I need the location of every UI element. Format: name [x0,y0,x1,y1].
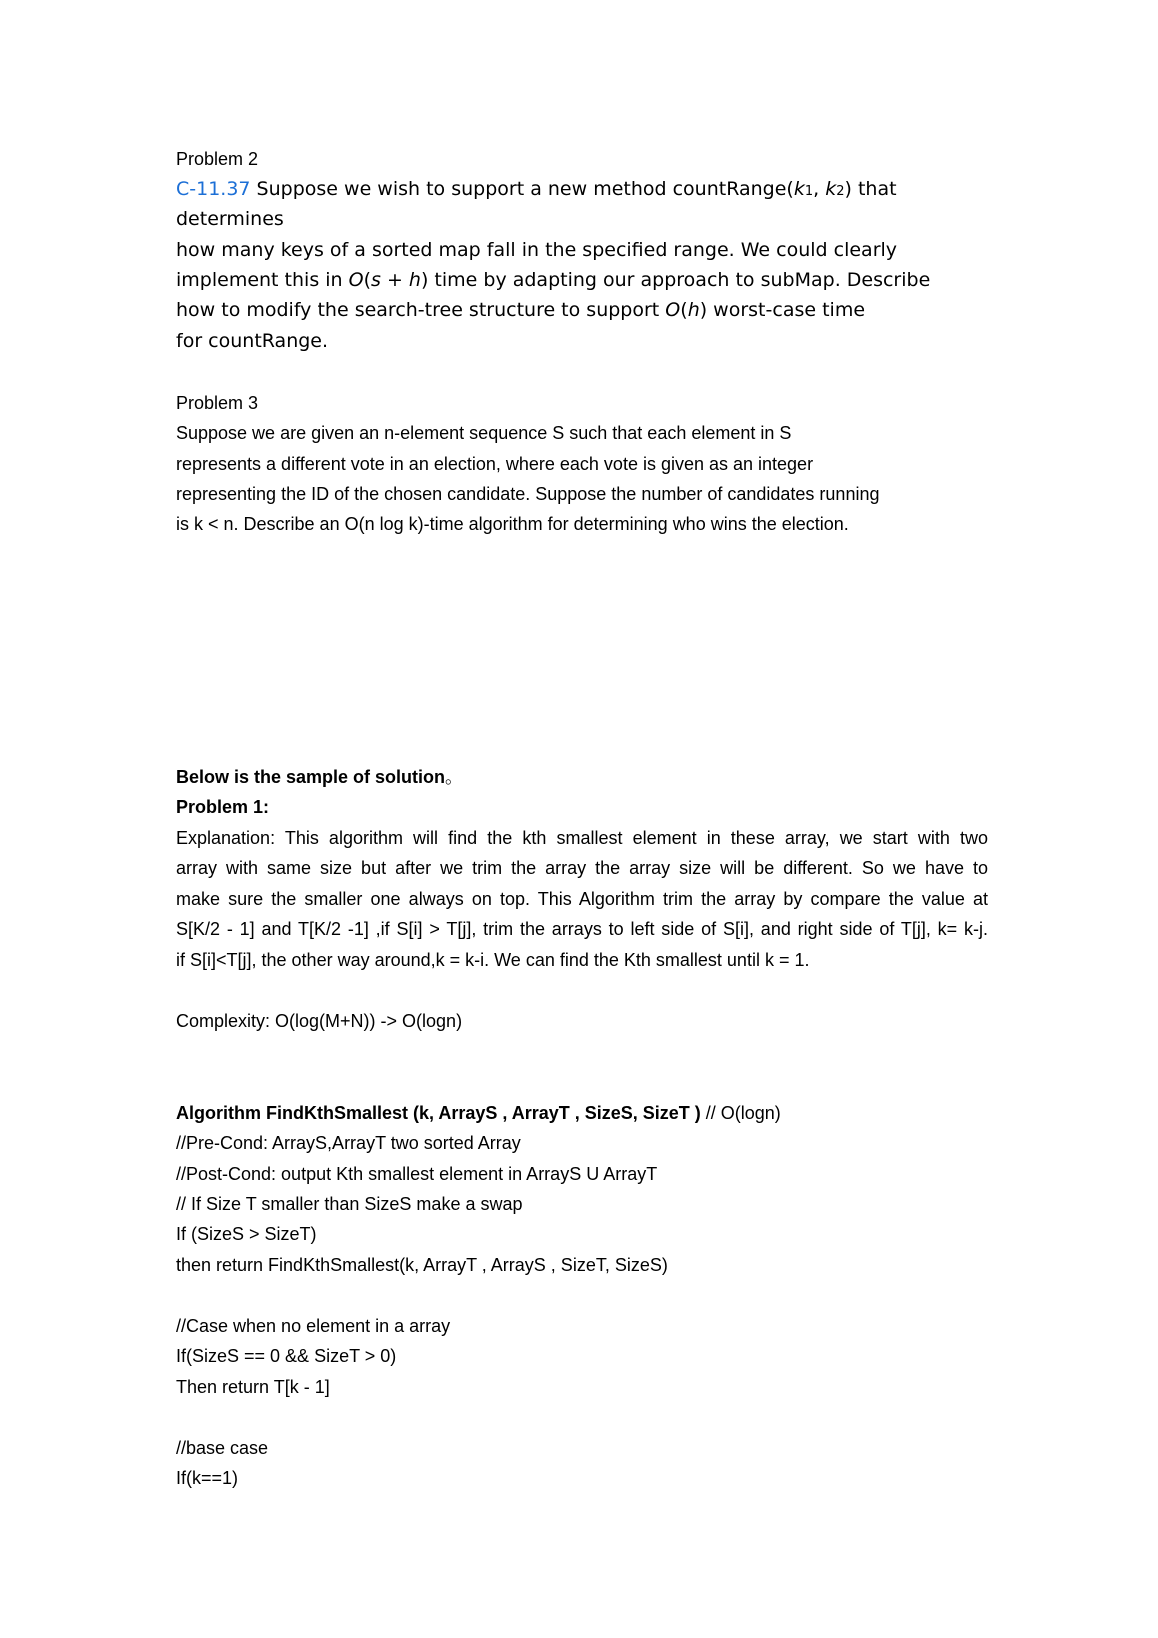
code-line: Then return T[k - 1] [176,1377,330,1397]
problem-2-text: ) that [844,178,897,200]
algorithm-signature [176,1101,781,1125]
math-var: k [825,178,837,200]
problem-2-line-4 [176,268,930,292]
problem-2-line-6: for countRange. [176,330,329,352]
code-line: If (SizeS > SizeT) [176,1224,317,1244]
problem-2-text: , [813,178,826,200]
math-var: O [665,299,681,321]
code-line: // If Size T smaller than SizeS make a swap [176,1194,523,1214]
problem-2-line-3: how many keys of a sorted map fall in the specified range. We could clearly [176,239,898,261]
solution-intro-text: Below is the sample of solution [176,767,446,787]
problem-2-text: Suppose we wish to support a new method countRange( [250,178,794,200]
problem-2-text: ( [680,299,688,321]
code-line: //base case [176,1438,269,1458]
algorithm-complexity-comment: // O(logn) [700,1103,781,1123]
problem-2-line-5 [176,298,865,322]
problem-2-text: implement this in [176,269,349,291]
math-var: h [687,299,700,321]
problem-2-text: + [380,269,409,291]
problem-3-line: represents a different vote in an election, where each vote is given as an integer [176,454,814,474]
complexity-line: Complexity: O(log(M+N)) -> O(logn) [176,1011,463,1031]
problem-2-text: ) time by adapting our approach to subMap. Describe [420,269,931,291]
problem-2-heading: Problem 2 [176,149,259,169]
solution-intro [176,765,463,789]
explanation-line: S[K/2 - 1] and T[K/2 -1] ,if S[i] > T[j], trim the arrays to left side of S[i], and right side of T[j], k= k-j. [176,919,988,939]
problem-2-text: ( [363,269,372,291]
exercise-reference-link[interactable]: C-11.37 [176,178,251,200]
problem-3-line: representing the ID of the chosen candidate. Suppose the number of candidates running [176,484,880,504]
problem-3-line: Suppose we are given an n-element sequence S such that each element in S [176,423,792,443]
code-line: If(SizeS == 0 && SizeT > 0) [176,1346,397,1366]
code-line: //Case when no element in a array [176,1316,451,1336]
math-subscript: 2 [836,184,845,199]
problem-1-heading: Problem 1: [176,797,270,817]
math-var: h [408,269,421,291]
code-line: If(k==1) [176,1468,239,1488]
math-var: O [348,269,364,291]
algorithm-title: Algorithm FindKthSmallest (k, ArrayS , ArrayT , SizeS, SizeT ) [176,1103,701,1123]
problem-3-line: is k < n. Describe an O(n log k)-time algorithm for determining who wins the election. [176,514,849,534]
solution-intro-mark: 。 [445,767,464,787]
problem-3-heading: Problem 3 [176,393,259,413]
problem-2-line-1 [176,177,897,204]
math-var: k [793,178,805,200]
code-line: then return FindKthSmallest(k, ArrayT , ArrayS , SizeT, SizeS) [176,1255,668,1275]
math-subscript: 1 [804,184,814,199]
explanation-line: if S[i]<T[j], the other way around,k = k-i. We can find the Kth smallest until k = 1. [176,950,810,970]
problem-2-line-2: determines [176,208,284,230]
math-var: s [371,269,381,291]
explanation-line: array with same size but after we trim the array the array size will be different. So we have to [176,858,988,878]
code-line: //Pre-Cond: ArrayS,ArrayT two sorted Array [176,1133,521,1153]
explanation-line: make sure the smaller one always on top. This Algorithm trim the array by compare the value at [176,889,988,909]
problem-2-text: ) worst-case time [699,299,866,321]
code-line: //Post-Cond: output Kth smallest element in ArrayS U ArrayT [176,1164,658,1184]
problem-2-text: how to modify the search-tree structure to support [176,299,666,321]
explanation-line: Explanation: This algorithm will find the kth smallest element in these array, we start with two [176,828,988,848]
